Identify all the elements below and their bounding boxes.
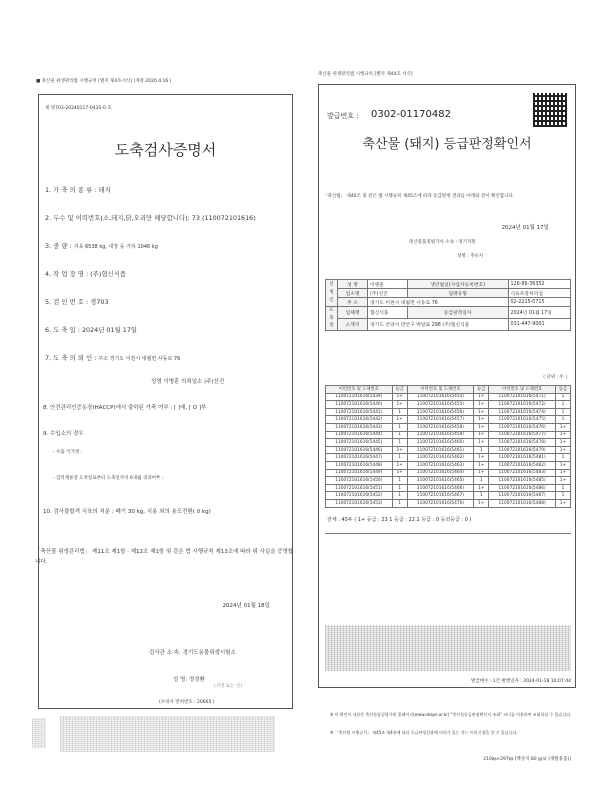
grade-cell: 1 <box>474 446 489 454</box>
trace-number-cell: 110072101616(5458) <box>407 423 474 431</box>
grade-cell: 1+ <box>474 454 489 462</box>
trace-number-cell: 110072101616(5488) <box>489 499 556 507</box>
slaughter-addr: 경기도 안양시 만안구 박달로 298 (주)협신식품 <box>368 319 509 331</box>
trace-number-cell: 110072101616(5470) <box>407 499 474 507</box>
trace-number-cell: 110072101616(5479) <box>489 446 556 454</box>
grading-certificate <box>318 84 576 688</box>
applicant-biz-label: 업소명 <box>338 289 368 298</box>
table-row <box>326 408 571 416</box>
trace-number-cell: 110072101616(5452) <box>326 492 393 500</box>
grade-cell: 1+ <box>392 461 407 469</box>
trace-number-cell: 110072101616(5443) <box>326 423 393 431</box>
issue-page-info: 발급매수 : 1건 발행일자 : 2024-01-18 10:07:44 <box>471 679 571 684</box>
applicant-addr: 경기도 이천시 대월면 사동로 76 <box>368 298 509 307</box>
grade-cell: 1+ <box>474 469 489 477</box>
trace-number-cell: 110072101616(5466) <box>407 484 474 492</box>
table-row <box>326 469 571 477</box>
certification-statement: 「축산물 위생관리법」 제11조 제1항 · 제12조 제1항 및 같은 법 시행규칙 제13조에 따라 위 사실을 증명합니다. <box>35 549 294 566</box>
table-row <box>326 431 571 439</box>
slaughter-side-label: 도축장 <box>326 307 338 331</box>
trace-number-cell: 110072101616(5462) <box>407 454 474 462</box>
grade-cell: 1 <box>555 401 570 409</box>
grade-cell: 1+ <box>392 393 407 401</box>
trace-number-cell: 110072101616(5483) <box>489 469 556 477</box>
trace-number-cell: 110072101616(5440) <box>326 401 393 409</box>
trace-number-cell: 110072101616(5463) <box>407 461 474 469</box>
scanned-stamp-area <box>60 716 275 752</box>
item-head-count: 2. 두수 및 이력번호(소,돼지,닭,오리만 해당합니다): 73 (110072101616) <box>45 214 256 222</box>
table-row <box>326 423 571 431</box>
import-country: - 수출 국가명 : <box>53 450 83 455</box>
trace-number-cell: 110072101616(5472) <box>489 401 556 409</box>
grade-cell: 1+ <box>392 416 407 424</box>
trace-number-cell: 110072101616(5482) <box>489 461 556 469</box>
grade-cell: 1+ <box>474 461 489 469</box>
applicant-tel: 02-2225-0715 <box>508 298 570 307</box>
item-livestock-type: 1. 가 축 의 종 류 : 돼지 <box>45 186 111 194</box>
applicant-birth-label: 생년월일(사업자등록번호) <box>407 280 508 289</box>
grade-cell: 1+ <box>555 461 570 469</box>
trace-number-cell: 110072101616(5447) <box>326 454 393 462</box>
trace-number-cell: 110072101616(5485) <box>489 477 556 485</box>
trace-number-cell: 110072101616(5475) <box>489 416 556 424</box>
trace-number-cell: 110072101616(5446) <box>326 446 393 454</box>
certificate-number: 제 영703-20240117-0435-0 호 <box>45 106 112 111</box>
grade-cell: 1+ <box>474 401 489 409</box>
item-slaughter-date: 6. 도 축 일 : 2024년 01월 17일 <box>45 326 138 334</box>
requester-name-line: 성명 이병훈 의뢰일소 (주)선진 <box>151 379 225 385</box>
table-row <box>326 454 571 462</box>
trace-number-cell: 110072101616(5456) <box>407 408 474 416</box>
grade-cell: 1+ <box>474 439 489 447</box>
trace-number-cell: 110072101616(5464) <box>407 469 474 477</box>
grade-cell: 1+ <box>474 408 489 416</box>
trace-number-cell: 110072101616(5454) <box>407 393 474 401</box>
grade-cell: 1 <box>392 484 407 492</box>
grade-cell: 1+ <box>474 393 489 401</box>
table-row <box>326 484 571 492</box>
grade-cell: 1 <box>392 477 407 485</box>
grade-cell: 1+ <box>392 446 407 454</box>
grade-cell: 1+ <box>474 416 489 424</box>
inspector-name: 성 명: 정경환 <box>173 677 205 683</box>
certificate-date: 2024년 01월 18일 <box>222 603 270 609</box>
slaughter-addr-label: 소재지 <box>338 319 368 331</box>
paper-size-note: 210㎜×297㎜ [백상지 80 g/㎡ (재활용품)] <box>483 757 571 762</box>
grade-cell: 1+ <box>555 469 570 477</box>
trace-number-cell: 110072101616(5445) <box>326 439 393 447</box>
item-requester: 7. 도 축 의 뢰 인 : 주소 경기도 이천시 대월면 사동로 76 <box>45 354 181 362</box>
grade-cell: 1 <box>555 492 570 500</box>
applicant-biz: (주)선진 <box>368 289 408 298</box>
grade-cell: 1+ <box>555 446 570 454</box>
grade-cell: 1 <box>392 499 407 507</box>
grade-col-header: 이력번호 및 도체번호 <box>489 386 556 394</box>
grade-cell: 1+ <box>555 431 570 439</box>
trace-number-cell: 110072101616(5481) <box>489 454 556 462</box>
trace-number-cell: 110072101616(5465) <box>407 477 474 485</box>
import-line: 9. 수입소의 경우 <box>43 431 84 437</box>
applicant-name: 이병훈 <box>368 280 408 289</box>
grade-cell: 1+ <box>474 431 489 439</box>
grade-col-header: 등급 <box>555 386 570 394</box>
grade-cell: 1 <box>392 408 407 416</box>
trace-number-cell: 110072101616(5449) <box>326 469 393 477</box>
slaughter-inspection-certificate <box>35 94 294 709</box>
grade-cell: 1 <box>555 393 570 401</box>
grade-cell: 1+ <box>555 423 570 431</box>
slaughter-place: 협신식품 <box>368 307 408 319</box>
item-stamp-number: 5. 검 인 번 호 : 경703 <box>45 298 109 306</box>
applicant-type-label: 업태유형 <box>407 289 508 298</box>
inspector-sign: (서명 또는 인) <box>214 684 243 689</box>
table-row <box>326 446 571 454</box>
trace-number-cell: 110072101616(5448) <box>326 461 393 469</box>
grader-name: 성명 : 추유지 <box>457 254 484 259</box>
grade-cell: 1+ <box>474 484 489 492</box>
applicant-type: 식육포장처리업 <box>508 289 570 298</box>
trace-number-cell: 110072101616(5486) <box>489 484 556 492</box>
trace-number-cell: 110072101616(5455) <box>407 401 474 409</box>
grade-cell: 1+ <box>555 477 570 485</box>
grade-cell: 1 <box>555 454 570 462</box>
slaughter-date-label: 등급판정일자 <box>407 307 508 319</box>
table-row <box>326 393 571 401</box>
grade-cell: 1 <box>392 431 407 439</box>
license-number: (수의사 면허번호 : 20665 ) <box>159 700 215 705</box>
qr-code-icon <box>533 93 567 127</box>
grade-cell: 1 <box>555 408 570 416</box>
slaughter-place-label: 업체명 <box>338 307 368 319</box>
table-row <box>326 461 571 469</box>
grade-col-header: 이력번호 및 도체번호 <box>326 386 393 394</box>
trace-number-cell: 110072101616(5478) <box>489 439 556 447</box>
trace-number-cell: 110072101616(5457) <box>407 416 474 424</box>
item-workplace: 4. 작 업 장 명 : (주)협신식품 <box>45 270 127 278</box>
grade-totals: 전체 : 45두 ( 1+ 등급 : 23 1 등급 : 22 2 등급 : 0 등외등급 : 0 ) <box>327 517 472 523</box>
scanned-mark <box>32 718 46 748</box>
table-row <box>326 401 571 409</box>
trace-number-cell: 110072101616(5459) <box>407 431 474 439</box>
applicant-addr-label: 주 소 <box>338 298 368 307</box>
issue-number: 0302-01170482 <box>371 109 451 120</box>
trace-number-cell: 110072101616(5460) <box>407 439 474 447</box>
item-weight: 3. 중 량 : 지육 6538 kg, 내장 등 가하 1046 kg <box>45 242 158 250</box>
trace-number-cell: 110072101616(5467) <box>407 492 474 500</box>
trace-number-cell: 110072101616(5451) <box>326 484 393 492</box>
applicant-side-label: 신청인 <box>326 280 338 307</box>
slaughter-tel: 031-447-9001 <box>508 319 570 331</box>
trace-number-cell: 110072101616(5471) <box>489 393 556 401</box>
table-row <box>326 416 571 424</box>
right-header-note: 축산물 위생관리법 시행규칙 [별지 제44호 서식] <box>318 72 413 77</box>
grade-cell: 1 <box>555 484 570 492</box>
trace-number-cell: 110072101616(5453) <box>326 499 393 507</box>
grade-cell: 1+ <box>474 499 489 507</box>
barcode-area <box>325 625 571 671</box>
grade-cell: 1 <box>474 477 489 485</box>
footnote-2: ※ 「축산법 시행규칙」 제45조 제4항에 따라 등급판정결과에 이의가 있는 자는 이의신청을 할 수 있습니다. <box>330 730 518 735</box>
grade-cell: 1+ <box>392 469 407 477</box>
grade-cell: 1+ <box>474 423 489 431</box>
issue-label: 발급번호 : <box>327 112 359 120</box>
grade-cell: 1 <box>474 492 489 500</box>
unit-label: ( 단위 : 두 ) <box>543 375 567 380</box>
grade-cell: 1 <box>392 423 407 431</box>
disposal-line: 10. 검사불합격 식육의 처분 : 폐기 30 kg, 식용 외의 용도전환( 0 kg) <box>43 509 211 515</box>
grade-col-header: 등급 <box>474 386 489 394</box>
import-detail: - 검역계류장 도착일로부터 도축일까지 6개월 경과여부 : <box>53 476 164 481</box>
grading-date: 2024년 01월 17일 <box>501 225 549 231</box>
certificate-title: 도축검사증명서 <box>114 141 217 159</box>
grade-cell: 1+ <box>392 401 407 409</box>
divider <box>325 533 571 534</box>
grading-title: 축산물 (돼지) 등급판정확인서 <box>362 137 532 152</box>
grader-org: 축산물품질평가사 소속 : 경기지원 <box>409 240 476 245</box>
trace-number-cell: 110072101616(5439) <box>326 393 393 401</box>
trace-number-cell: 110072101616(5477) <box>489 431 556 439</box>
grade-cell: 1 <box>392 492 407 500</box>
trace-number-cell: 110072101616(5444) <box>326 431 393 439</box>
table-row <box>326 439 571 447</box>
info-table <box>325 279 571 331</box>
left-header-note: ■ 축산물 위생관리법 시행규칙 [별지 제4호서식] (개정 2020.4.16.) <box>36 79 172 84</box>
inspector-org: 검사관 소 속: 경기도동물위생시험소 <box>149 650 236 656</box>
trace-number-cell: 110072101616(5487) <box>489 492 556 500</box>
footnote-1: ※ 이 확인서 내용은 축산물품질평가원 홈페이지(www.ekape.or.kr) "축산물등급판정확인서 조회" 코너를 이용하여 조회하실 수 있습니다. <box>330 712 572 717</box>
law-note: 「축산법」 제40조 및 같은 법 시행규칙 제45조에 따라 등급판정 결과를 아래와 같이 확인합니다. <box>323 194 515 199</box>
haccp-line: 8. 안전관리인증농장(HACCP)에서 출하된 가축 여부 : [ ]예, [ O ]부 <box>43 405 207 411</box>
grade-cell: 1+ <box>555 439 570 447</box>
grade-col-header: 등급 <box>392 386 407 394</box>
trace-number-cell: 110072101616(5450) <box>326 477 393 485</box>
trace-number-cell: 110072101616(5474) <box>489 408 556 416</box>
trace-number-cell: 110072101616(5476) <box>489 423 556 431</box>
trace-number-cell: 110072101616(5441) <box>326 408 393 416</box>
table-row <box>326 477 571 485</box>
grade-cell: 1 <box>555 416 570 424</box>
grade-cell: 1+ <box>555 499 570 507</box>
applicant-name-label: 성 명 <box>338 280 368 289</box>
trace-number-cell: 110072101616(5461) <box>407 446 474 454</box>
table-row <box>326 499 571 507</box>
slaughter-date: 2024년 01월 17일 <box>508 307 570 319</box>
trace-number-cell: 110072101616(5442) <box>326 416 393 424</box>
applicant-biz-number: 126-86-36352 <box>508 280 570 289</box>
grade-col-header: 이력번호 및 도체번호 <box>407 386 474 394</box>
grade-cell: 1 <box>392 454 407 462</box>
grade-cell: 1 <box>392 439 407 447</box>
grade-table <box>325 385 571 508</box>
table-row <box>326 492 571 500</box>
